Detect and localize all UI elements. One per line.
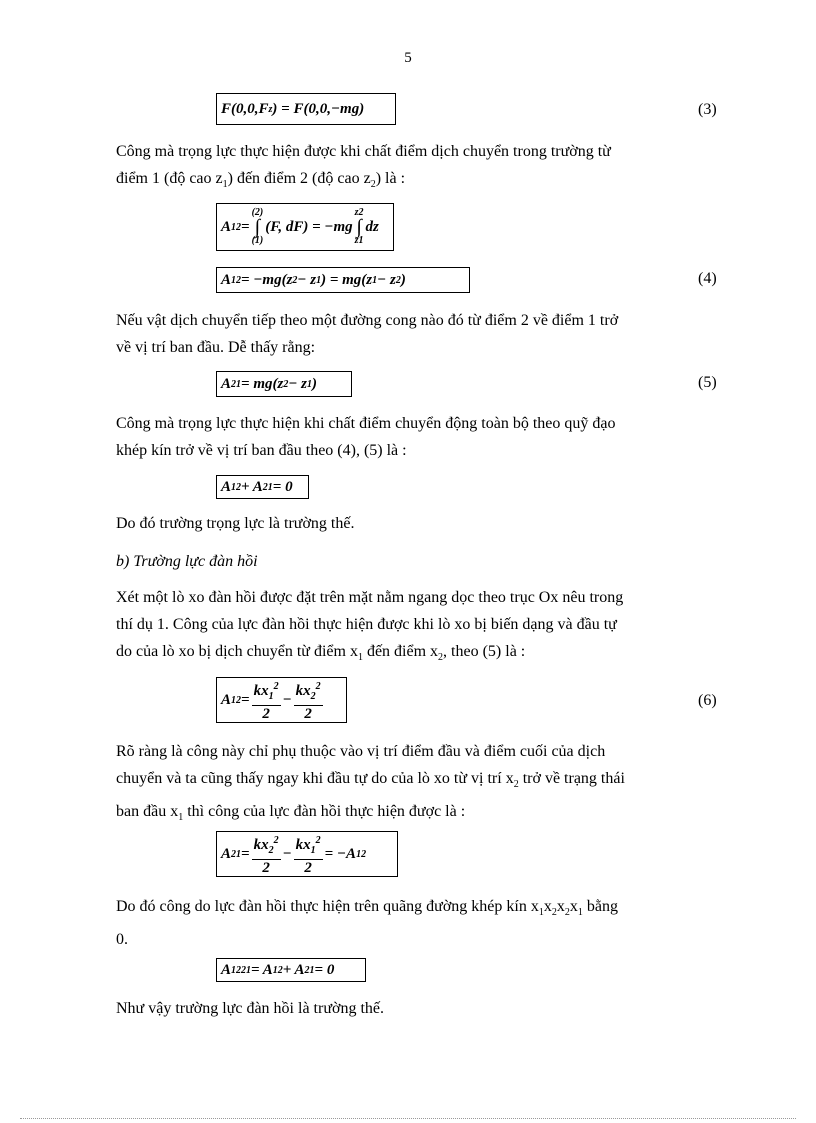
equation-sum: A 12 + A 21 = 0 (216, 475, 309, 499)
fraction-1: $\frac{kx_1^2}{2}$ (253, 680, 279, 722)
integral-sign-2: z2 ∫ z1 (354, 207, 364, 246)
paragraph-1-line-2: điểm 1 (độ cao $z_1$) đến điểm 2 (độ cao $z_2$) là : (116, 170, 406, 191)
equation-5: A 21 = mg(z 2 − z 1 ) (216, 371, 352, 397)
section-heading-b: b) Trường lực đàn hồi (116, 553, 258, 570)
fraction-2: $\frac{kx_2^2}{2}$ (295, 680, 321, 722)
integral-sign: (2) ∫ (1) (251, 207, 264, 246)
paragraph-6: Rõ ràng là công này chỉ phụ thuộc vào vị trí điểm đầu và điểm cuối của dịch chuyển và ta cũng thấy ngay khi đầu tự do của lò xo từ vị trí $x_2$ trở về trạng thái ban đầu $x_1$ thì công của lực đàn hồi thực hiện được là : (116, 743, 625, 824)
equation-closed-loop: A 1221 = A 12 + A 21 = 0 (216, 958, 366, 982)
paragraph-1-line-1: Công mà trọng lực thực hiện được khi chất điểm dịch chuyển trong trường từ (116, 143, 611, 160)
paragraph-3: Công mà trọng lực thực hiện khi chất điểm chuyển động toàn bộ theo quỹ đạo khép kín trở về vị trí ban đầu theo (4), (5) là : (116, 415, 616, 459)
paragraph-5: Xét một lò xo đàn hồi được đặt trên mặt nằm ngang dọc theo trục Ox nêu trong thí dụ 1. Công của lực đàn hồi thực hiện được khi lò xo bị biến dạng và đầu tự do của lò xo bị dịch chuyển từ điểm $x_1$ đến điểm $x_2$, theo (5) là : (116, 589, 624, 664)
footer-rule (20, 1118, 796, 1119)
page-number: 5 (404, 50, 412, 66)
equation-integral: A 12 = (2) ∫ (1) (F, dF) = −mg z2 ∫ z1 dz (216, 203, 394, 251)
equation-6: A 12 = $\frac{kx_1^2}{2}$ − $\frac{kx_2^2}{2}$ (216, 677, 347, 723)
paragraph-1 (116, 138, 740, 198)
equation-number-3: (3) (698, 101, 717, 118)
equation-number-4: (4) (698, 270, 717, 287)
equation-7: A 21 = $\frac{kx_2^2}{2}$ − $\frac{kx_1^2}{2}$ = −A 12 (216, 831, 398, 877)
equation-number-6: (6) (698, 692, 717, 709)
paragraph-8: Như vậy trường lực đàn hồi là trường thế. (116, 1000, 384, 1017)
paragraph-2: Nếu vật dịch chuyển tiếp theo một đường cong nào đó từ điểm 2 về điểm 1 trở về vị trí ban đầu. Dễ thấy rằng: (116, 312, 619, 356)
fraction-4: $\frac{kx_1^2}{2}$ (295, 834, 321, 876)
equation-3: F(0,0,F z ) = F(0,0,−mg) (216, 93, 396, 125)
equation-number-5: (5) (698, 374, 717, 391)
paragraph-4: Do đó trường trọng lực là trường thế. (116, 515, 355, 532)
fraction-3: $\frac{kx_2^2}{2}$ (253, 834, 279, 876)
equation-4: A 12 = −mg(z 2 − z 1 ) = mg(z 1 − z 2 ) (216, 267, 470, 293)
paragraph-7: Do đó công do lực đàn hồi thực hiện trên quãng đường khép kín $x_1x_2x_2x_1$ bằng 0. (116, 898, 618, 949)
